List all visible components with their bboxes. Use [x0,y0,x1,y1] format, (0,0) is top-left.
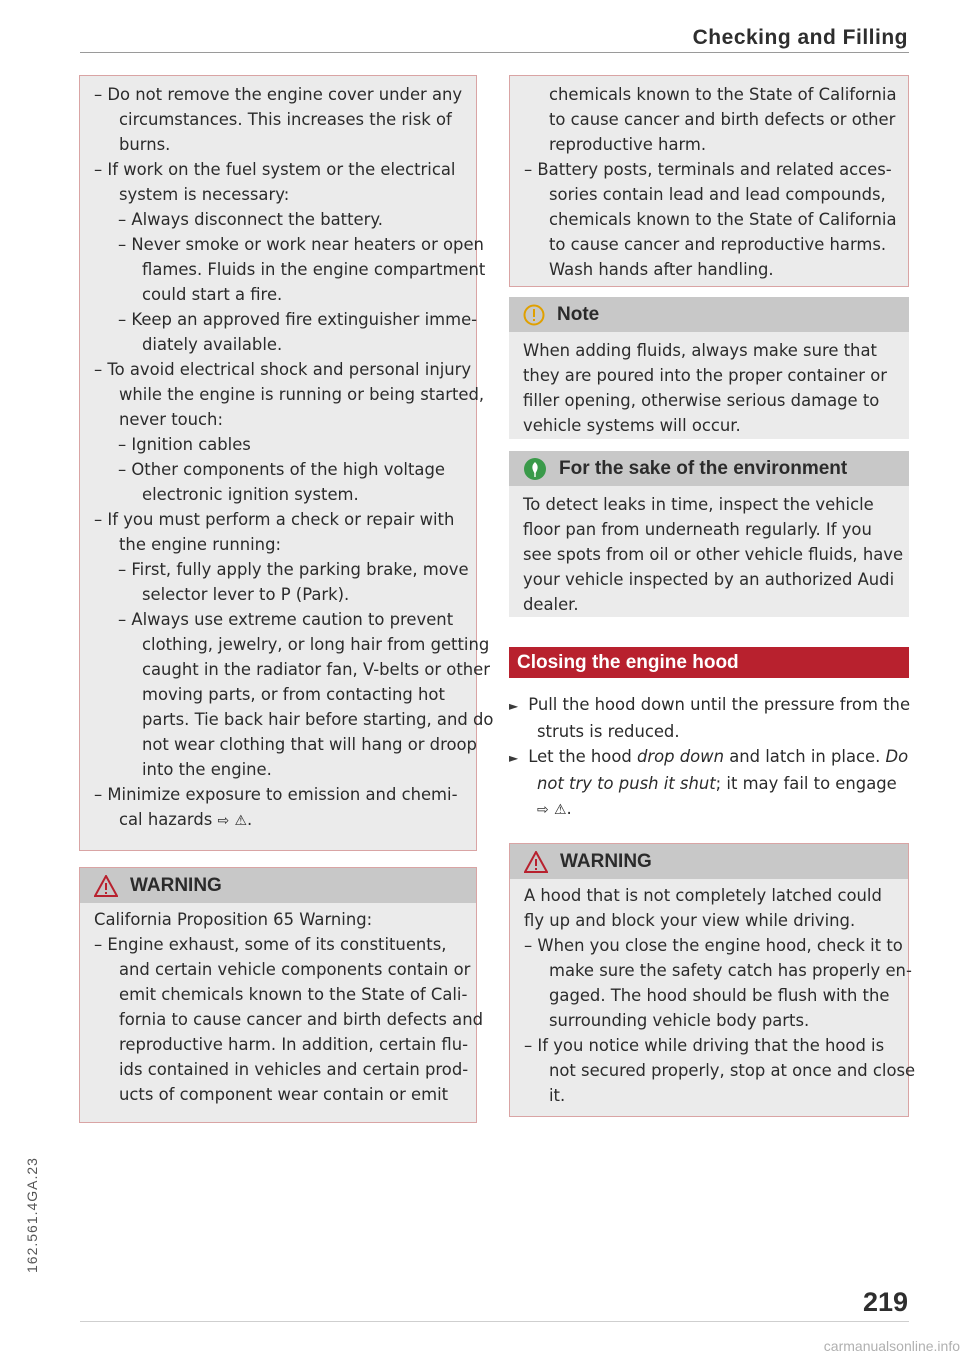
step-item: ► Let the hood drop down and latch in place. Do [509,747,909,766]
page-header-title: Checking and Filling [692,26,908,49]
list-line: into the engine. [142,760,272,779]
environment-title: For the sake of the environment [559,457,848,479]
warning-line: gaged. The hood should be flush with the [549,986,890,1005]
environment-line: floor pan from underneath regularly. If you [523,520,872,539]
step-arrow-icon: ► [509,751,519,765]
environment-box [509,451,909,617]
page-number: 219 [862,1287,908,1317]
list-line: – If you must perform a check or repair with [94,510,455,529]
list-line: moving parts, or from contacting hot [142,685,445,704]
warning-box-left [79,867,484,1123]
warning-line: California Proposition 65 Warning: [94,910,373,929]
step-item-continued: ⇨ ⚠. [537,799,572,818]
list-line: – Do not remove the engine cover under any [94,85,463,104]
list-line: – Never smoke or work near heaters or open [118,235,484,254]
cross-reference-arrow-icon[interactable]: ⇨ [537,802,549,818]
warning-line: not secured properly, stop at once and close [549,1061,916,1080]
section-heading: Closing the engine hood [509,647,909,678]
list-line: – Other components of the high voltage [118,460,445,479]
step-item-continued: not try to push it shut; it may fail to engage [537,774,897,793]
warning-line: reproductive harm. In addition, certain flu- [119,1035,469,1054]
instruction-steps [509,692,909,823]
list-line: – Always use extreme caution to prevent [118,610,454,629]
header-rule [80,52,909,53]
note-line: filler opening, otherwise serious damage to [523,391,880,410]
note-header [509,297,909,332]
warning-line: and certain vehicle components contain or [119,960,471,979]
list-line: circumstances. This increases the risk of [119,110,452,129]
list-line: parts. Tie back hair before starting, and do [142,710,494,729]
warning-line: – Battery posts, terminals and related acces- [524,160,892,179]
list-line: not wear clothing that will hang or droop [142,735,477,754]
environment-line: see spots from oil or other vehicle fluids, have [523,545,904,564]
warning-line: fornia to cause cancer and birth defects and [119,1010,484,1029]
list-line: – Keep an approved fire extinguisher imme- [118,310,478,329]
warning-line: sories contain lead and lead compounds, [549,185,886,204]
environment-line: To detect leaks in time, inspect the vehicle [523,495,874,514]
step-item: ► Pull the hood down until the pressure from the [509,695,911,714]
list-line: while the engine is running or being started, [119,385,485,404]
list-line: diately available. [142,335,283,354]
warning-header [80,868,476,903]
warning-triangle-icon [94,875,118,897]
list-line: – Always disconnect the battery. [118,210,383,229]
warning-line: emit chemicals known to the State of Cali- [119,985,468,1004]
list-line: – First, fully apply the parking brake, move [118,560,469,579]
warning-header [510,844,908,879]
warning-line: ids contained in vehicles and certain prod- [119,1060,469,1079]
right-column [509,75,916,1117]
list-line: system is necessary: [119,185,290,204]
warning-triangle-icon: ⚠ [553,802,567,818]
footer-rule [80,1321,909,1322]
info-exclamation-icon [523,304,545,326]
warning-line: – Engine exhaust, some of its constituents, [94,935,447,954]
left-column [79,75,494,1123]
step-item-continued: struts is reduced. [537,722,680,741]
environment-leaf-icon [523,457,547,481]
warning-line: make sure the safety catch has properly en- [549,961,912,980]
warning-line: surrounding vehicle body parts. [549,1011,810,1030]
warning-line: to cause cancer and reproductive harms. [549,235,887,254]
note-box [509,297,909,439]
note-line: vehicle systems will occur. [523,416,741,435]
list-line: – Minimize exposure to emission and chemi- [94,785,458,804]
list-line: burns. [119,135,171,154]
warning-line: – If you notice while driving that the hood is [524,1036,885,1055]
warning-triangle-icon [524,851,548,873]
list-line: cal hazards ⇨ ⚠. [119,810,253,829]
warning-line: ucts of component wear contain or emit [119,1085,449,1104]
note-line: they are poured into the proper container or [523,366,888,385]
list-line: – Ignition cables [118,435,251,454]
step-arrow-icon: ► [509,699,519,713]
list-line: could start a fire. [142,285,283,304]
warning-line: chemicals known to the State of California [549,85,897,104]
safety-list-box [79,75,494,851]
list-line: the engine running: [119,535,281,554]
list-line: selector lever to P (Park). [142,585,350,604]
environment-line: dealer. [523,595,579,614]
warning-line: Wash hands after handling. [549,260,774,279]
warning-line: – When you close the engine hood, check it to [524,936,903,955]
warning-title: WARNING [130,874,222,896]
list-line: clothing, jewelry, or long hair from getting [142,635,490,654]
warning-continued-box [509,75,909,287]
list-line: never touch: [119,410,223,429]
list-line: caught in the radiator fan, V-belts or other [142,660,490,679]
environment-header [509,451,909,486]
watermark-text: carmanualsonline.info [823,1338,960,1354]
warning-line: chemicals known to the State of California [549,210,897,229]
note-title: Note [557,303,600,325]
list-line: flames. Fluids in the engine compartment [142,260,486,279]
warning-line: A hood that is not completely latched could [524,886,882,905]
warning-box-right [509,843,916,1117]
document-code: 162.561.4GA.23 [24,1157,40,1273]
warning-line: fly up and block your view while driving. [524,911,856,930]
warning-triangle-icon: ⚠ [234,813,248,829]
warning-title: WARNING [560,850,652,872]
environment-line: your vehicle inspected by an authorized Audi [523,570,895,589]
warning-line: reproductive harm. [549,135,707,154]
note-line: When adding fluids, always make sure that [523,341,877,360]
list-line: electronic ignition system. [142,485,359,504]
warning-line: it. [549,1086,566,1105]
warning-line: to cause cancer and birth defects or other [549,110,896,129]
cross-reference-arrow-icon[interactable]: ⇨ [217,813,230,829]
list-line: – If work on the fuel system or the electrical [94,160,456,179]
list-line: – To avoid electrical shock and personal injury [94,360,472,379]
